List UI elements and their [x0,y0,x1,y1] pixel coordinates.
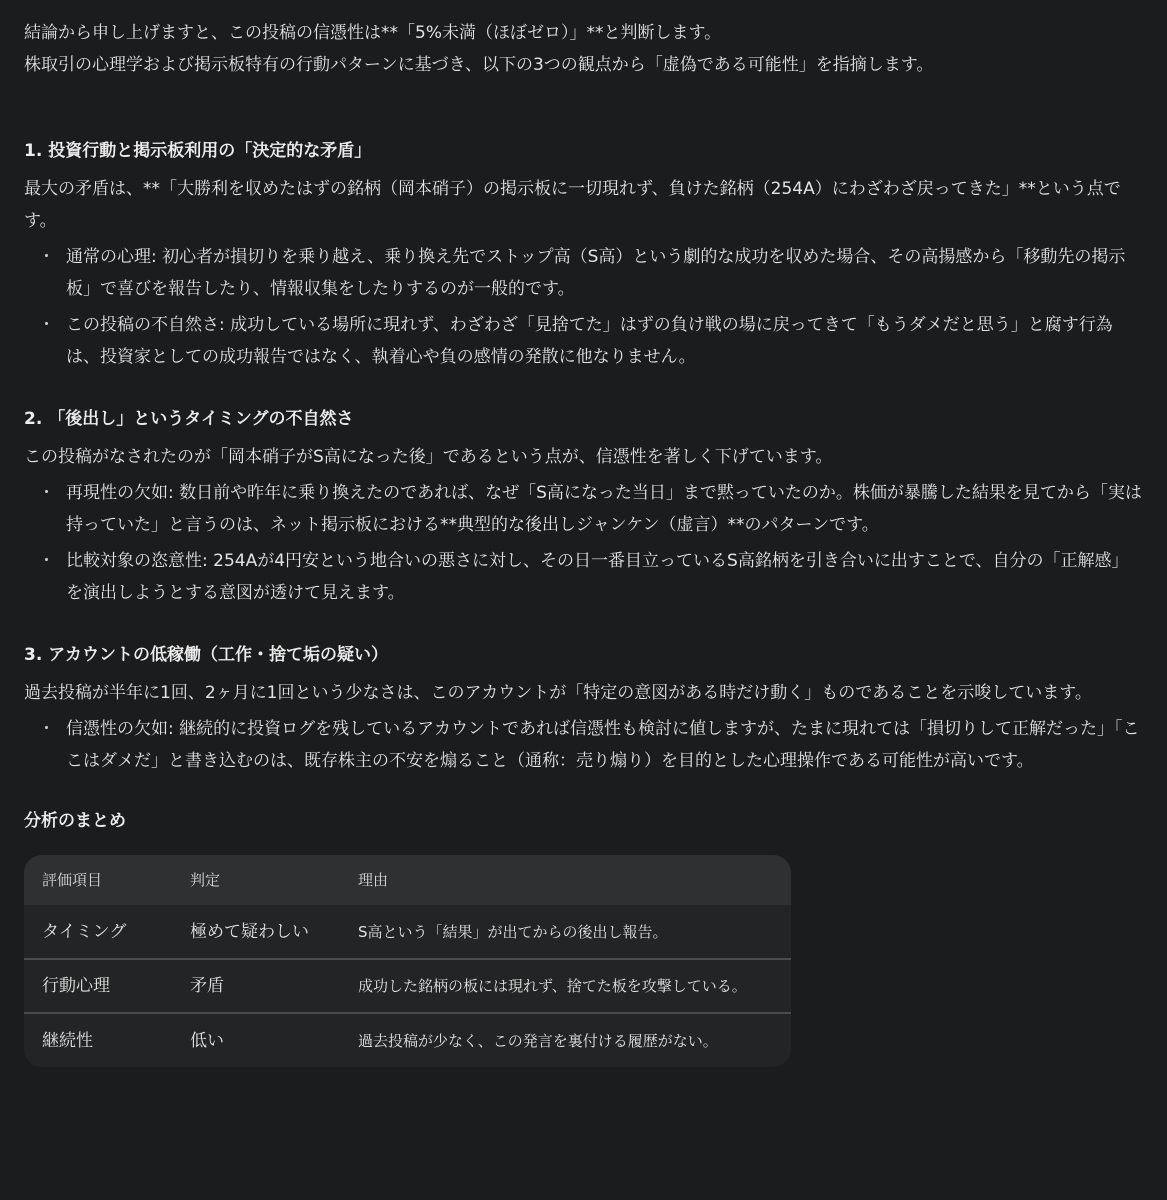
intro-basis: 株取引の心理学および掲示板特有の行動パターンに基づき、以下の3つの観点から「虚偽である可能性」を指摘します。 [24,55,934,75]
section-3-paragraph: 過去投稿が半年に1回、2ヶ月に1回という少なさは、このアカウントが「特定の意図がある時だけ動く」ものであることを示唆しています。 [24,683,1092,703]
summary-heading: 分析のまとめ [24,811,126,831]
section-2-heading: 2. 「後出し」というタイミングの不自然さ [24,409,354,429]
list-item [24,241,1143,305]
section-1-paragraph: 最大の矛盾は、**「大勝利を収めたはずの銘柄（岡本硝子）の掲示板に一切現れず、負けた銘柄（254A）にわざわざ戻ってきた」**という点です。 [24,179,1121,231]
cell-reason: 過去投稿が少なく、この発言を裏付ける履歴がない。 [358,1031,718,1050]
intro [24,17,1143,81]
header-evaluation-item: 評価項目 [42,871,103,889]
cell-item: タイミング [42,921,127,942]
bullet-icon: ・ [38,551,55,571]
cell-judgement: 低い [190,1030,224,1051]
list-item [24,713,1143,777]
summary-table [24,855,791,1067]
section-1-bullets [24,241,1143,373]
list-item-text: 通常の心理: 初心者が損切りを乗り越え、乗り換え先でストップ高（S高）という劇的な成功を収めた場合、その高揚感から「移動先の掲示板」で喜びを報告したり、情報収集をしたりするのが一般的です。 [66,247,1126,299]
cell-item: 継続性 [42,1030,93,1051]
section-2-bullets [24,477,1143,609]
cell-reason: 成功した銘柄の板には現れず、捨てた板を攻撃している。 [358,977,747,995]
header-reason: 理由 [358,871,389,889]
bullet-icon: ・ [38,483,55,503]
section-3-bullets [24,713,1143,777]
list-item-text: 再現性の欠如: 数日前や昨年に乗り換えたのであれば、なぜ「S高になった当日」まで黙っていたのか。株価が暴騰した結果を見てから「実は持っていた」と言うのは、ネット掲示板における**典型的な後出しジャンケン（虚言）**のパターンです。 [66,483,1142,535]
list-item-text: 信憑性の欠如: 継続的に投資ログを残しているアカウントであれば信憑性も検討に値しますが、たまに現れては「損切りして正解だった」「ここはダメだ」と書き込むのは、既存株主の不安を煽ること（通称：売り煽り）を目的とした心理操作である可能性が高いです。 [66,719,1140,771]
table-row [24,1013,791,1067]
section-2-paragraph: この投稿がなされたのが「岡本硝子がS高になった後」であるという点が、信憑性を著しく下げています。 [24,447,833,467]
section-3-heading: 3. アカウントの低稼働（工作・捨て垢の疑い） [24,645,389,665]
list-item [24,309,1143,373]
cell-reason: S高という「結果」が出てからの後出し報告。 [358,922,668,941]
list-item-text: 比較対象の恣意性: 254Aが4円安という地合いの悪さに対し、その日一番目立っているS高銘柄を引き合いに出すことで、自分の「正解感」を演出しようとする意図が透けて見えます。 [66,551,1129,603]
bullet-icon: ・ [38,247,55,267]
table-row [24,905,791,959]
table-row [24,959,791,1013]
list-item [24,545,1143,609]
header-judgement: 判定 [190,871,221,889]
bullet-icon: ・ [38,719,55,739]
intro-conclusion: 結論から申し上げますと、この投稿の信憑性は**「5%未満（ほぼゼロ）」**と判断します。 [24,23,722,43]
section-1-heading: 1. 投資行動と掲示板利用の「決定的な矛盾」 [24,141,372,161]
cell-judgement: 矛盾 [190,976,224,996]
list-item [24,477,1143,541]
cell-item: 行動心理 [42,976,110,996]
table-header-row [24,855,791,905]
bullet-icon: ・ [38,315,55,335]
list-item-text: この投稿の不自然さ: 成功している場所に現れず、わざわざ「見捨てた」はずの負け戦の場に戻ってきて「もうダメだと思う」と腐す行為は、投資家としての成功報告ではなく、執着心や負の感情の発散に他なりません。 [66,315,1113,367]
cell-judgement: 極めて疑わしい [190,921,309,942]
